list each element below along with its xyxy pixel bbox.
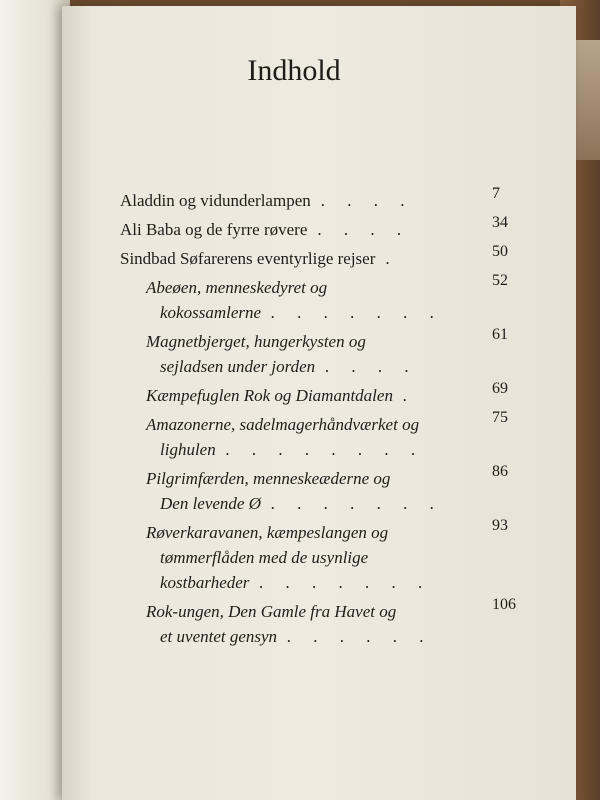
table-of-contents (120, 185, 520, 653)
toc-entry-text: Pilgrimfærden, menneskeæderne og (146, 469, 391, 488)
toc-entry-text: Røverkaravanen, kæmpeslangen og (146, 523, 389, 542)
toc-dot-leader: . . . . . . (287, 627, 433, 646)
toc-entry-line (120, 300, 520, 325)
page-title: Indhold (247, 54, 341, 87)
left-page-edge (0, 0, 70, 800)
toc-entry-text: lighulen (160, 440, 216, 459)
toc-page-number: 7 (492, 185, 500, 202)
toc-dot-leader: . . . . . . . (271, 303, 444, 322)
toc-entry-line (120, 466, 520, 491)
toc-entry-line (120, 275, 520, 300)
toc-entry-line (120, 217, 520, 242)
toc-entry (120, 409, 520, 462)
toc-dot-leader: . . . . (317, 220, 411, 239)
toc-entry-text: Magnetbjerget, hungerkysten og (146, 332, 366, 351)
toc-entry-line (120, 624, 520, 649)
toc-entry (120, 243, 520, 271)
toc-entry (120, 214, 520, 242)
toc-dot-leader: . . . . (320, 191, 414, 210)
toc-entry-line (120, 329, 520, 354)
toc-dot-leader: . (385, 249, 399, 268)
toc-entry-text: Rok-ungen, Den Gamle fra Havet og (146, 602, 397, 621)
toc-dot-leader: . . . . . . . . (225, 440, 425, 459)
toc-page-number: 52 (492, 272, 508, 289)
toc-entry-line (120, 188, 520, 213)
toc-entry-line (120, 383, 520, 408)
toc-entry-text: Sindbad Søfarerens eventyrlige rejser (120, 249, 376, 268)
toc-entry-line (120, 412, 520, 437)
toc-entry-line (120, 545, 520, 570)
toc-page-number: 93 (492, 517, 508, 534)
toc-page-number: 106 (492, 596, 516, 613)
toc-dot-leader: . (402, 386, 417, 405)
toc-entry (120, 517, 520, 595)
toc-entry (120, 380, 520, 408)
toc-entry-line (120, 354, 520, 379)
toc-spacer (120, 649, 520, 653)
toc-page-number: 61 (492, 326, 508, 343)
book-page (62, 6, 576, 800)
toc-entry-line (120, 437, 520, 462)
toc-page-number: 86 (492, 463, 508, 480)
toc-entry (120, 326, 520, 379)
toc-page-number: 75 (492, 409, 508, 426)
toc-entry-text: Kæmpefuglen Rok og Diamantdalen (146, 386, 393, 405)
toc-entry-text: Den levende Ø (160, 494, 262, 513)
toc-entry (120, 463, 520, 516)
toc-page-number: 34 (492, 214, 508, 231)
toc-entry-line (120, 570, 520, 595)
toc-entry (120, 185, 520, 213)
toc-entry-line (120, 520, 520, 545)
toc-dot-leader: . . . . . . . (271, 494, 444, 513)
toc-page-number: 69 (492, 380, 508, 397)
toc-entry (120, 596, 520, 649)
toc-entry (120, 272, 520, 325)
toc-entry-text: sejladsen under jorden (160, 357, 316, 376)
toc-dot-leader: . . . . . . . (259, 573, 432, 592)
toc-dot-leader: . . . . (325, 357, 418, 376)
toc-entry-text: kokossamlerne (160, 303, 262, 322)
toc-entry-text: et uventet gensyn (160, 627, 278, 646)
toc-page-number: 50 (492, 243, 508, 260)
toc-entry-text: kostbarheder (160, 573, 250, 592)
toc-entry-line (120, 491, 520, 516)
toc-entry-text: Abeøen, menneskedyret og (146, 278, 328, 297)
toc-entry-text: Aladdin og vidunderlampen (120, 191, 311, 210)
toc-entry-line (120, 599, 520, 624)
toc-entry-line (120, 246, 520, 271)
toc-entry-text: Ali Baba og de fyrre røvere (120, 220, 308, 239)
toc-entry-text: tømmerflåden med de usynlige (160, 548, 369, 567)
toc-entry-text: Amazonerne, sadelmagerhåndværket og (146, 415, 420, 434)
